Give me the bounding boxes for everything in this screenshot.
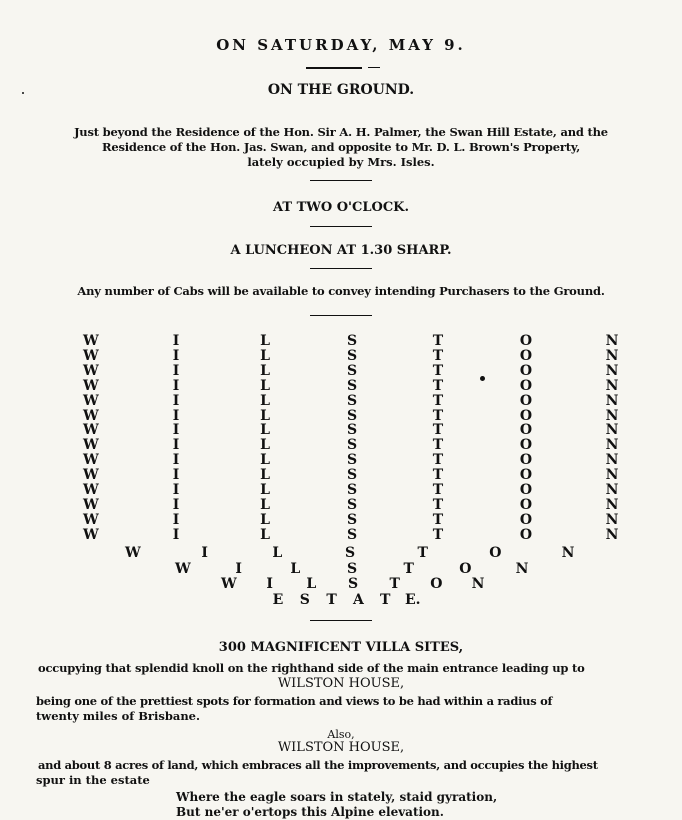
location-heading: ON THE GROUND. bbox=[267, 82, 415, 98]
arc-letter: L bbox=[272, 545, 283, 561]
column-letter: T bbox=[432, 377, 444, 394]
column-letter: S bbox=[346, 407, 358, 424]
estate-letter: T bbox=[326, 592, 337, 608]
house-name: WILSTON HOUSE, bbox=[277, 676, 405, 691]
column-letter: N bbox=[605, 467, 619, 484]
column-letter: O bbox=[519, 452, 533, 469]
column-letter: S bbox=[346, 467, 358, 484]
column-letter: N bbox=[605, 333, 619, 349]
arc-letter: N bbox=[471, 576, 485, 592]
column-letter: S bbox=[346, 347, 358, 364]
column-letter: I bbox=[172, 347, 180, 364]
arc-letter: I bbox=[201, 545, 208, 561]
estate-letter: S bbox=[299, 592, 310, 608]
house-name-2: WILSTON HOUSE, bbox=[277, 740, 405, 755]
column-letter: N bbox=[605, 452, 619, 469]
column-letter: T bbox=[432, 467, 444, 484]
arc-letter: N bbox=[561, 545, 575, 561]
column-letter: W bbox=[83, 407, 99, 424]
column-letter: N bbox=[605, 526, 619, 543]
desc-line-2: being one of the prettiest spots for formation and views to be had within a radius of bbox=[36, 694, 553, 708]
column-letter: W bbox=[83, 526, 99, 543]
column-letter: T bbox=[432, 347, 444, 364]
location-line-1: Just beyond the Residence of the Hon. Sir A. H. Palmer, the Swan Hill Estate, and the bbox=[74, 125, 608, 139]
column-letter: O bbox=[519, 362, 533, 379]
arc-letter: T bbox=[389, 576, 400, 592]
column-letter: T bbox=[432, 437, 444, 454]
column-letter: S bbox=[346, 511, 358, 528]
column-letter: I bbox=[172, 511, 180, 528]
column-letter: O bbox=[519, 377, 533, 394]
column-letter: S bbox=[346, 362, 358, 379]
column-letter: L bbox=[260, 482, 270, 498]
arc-letter: W bbox=[125, 545, 141, 561]
arc-letter: I bbox=[235, 561, 242, 577]
column-letter: O bbox=[519, 333, 533, 349]
column-letter: I bbox=[172, 422, 180, 439]
column-letter: T bbox=[432, 407, 444, 424]
column-letter: N bbox=[605, 437, 619, 454]
column-letter: O bbox=[519, 482, 533, 498]
column-letter: L bbox=[260, 377, 270, 394]
column-letter: W bbox=[83, 467, 99, 484]
column-letter: S bbox=[346, 392, 358, 409]
arc-letter: W bbox=[221, 576, 237, 592]
column-letter: I bbox=[172, 377, 180, 394]
column-letter: I bbox=[172, 482, 180, 498]
divider bbox=[310, 620, 372, 621]
column-letter: O bbox=[519, 407, 533, 424]
column-letter: L bbox=[260, 511, 270, 528]
arc-letter: S bbox=[347, 576, 359, 592]
column-letter: I bbox=[172, 333, 180, 349]
column-letter: L bbox=[260, 333, 270, 349]
column-letter: W bbox=[83, 437, 99, 454]
time-line: AT TWO O'CLOCK. bbox=[273, 200, 409, 215]
desc-line-5: spur in the estate bbox=[36, 773, 150, 787]
column-letter: L bbox=[260, 467, 270, 484]
column-letter: S bbox=[346, 377, 358, 394]
estate-letter: E. bbox=[405, 592, 421, 608]
arc-letter: N bbox=[515, 561, 529, 577]
column-letter: T bbox=[432, 422, 444, 439]
column-letter: T bbox=[432, 496, 444, 513]
cabs-line: Any number of Cabs will be available to convey intending Purchasers to the Ground. bbox=[77, 284, 605, 298]
column-letter: O bbox=[519, 437, 533, 454]
column-letter: W bbox=[83, 333, 99, 349]
arc-letter: S bbox=[346, 561, 358, 577]
desc-line-1: occupying that splendid knoll on the righthand side of the main entrance leading up to bbox=[38, 661, 585, 675]
column-letter: T bbox=[432, 526, 444, 543]
column-letter: I bbox=[172, 437, 180, 454]
arc-letter: T bbox=[403, 561, 414, 577]
column-letter: I bbox=[172, 407, 180, 424]
column-letter: N bbox=[605, 496, 619, 513]
arc-letter: L bbox=[290, 561, 301, 577]
column-letter: I bbox=[172, 392, 180, 409]
column-letter: W bbox=[83, 511, 99, 528]
column-letter: W bbox=[83, 452, 99, 469]
column-letter: S bbox=[346, 437, 358, 454]
arc-letter: T bbox=[417, 545, 428, 561]
column-letter: N bbox=[605, 482, 619, 498]
estate-letter: A bbox=[352, 592, 364, 608]
estate-letter: E bbox=[272, 592, 284, 608]
luncheon-line: A LUNCHEON AT 1.30 SHARP. bbox=[230, 243, 452, 258]
column-letter: O bbox=[519, 467, 533, 484]
column-letter: T bbox=[432, 511, 444, 528]
column-letter: W bbox=[83, 362, 99, 379]
column-letter: W bbox=[83, 496, 99, 513]
arc-letter: S bbox=[344, 545, 356, 561]
column-letter: S bbox=[346, 526, 358, 543]
ink-speck bbox=[480, 376, 485, 381]
column-letter: N bbox=[605, 392, 619, 409]
column-letter: L bbox=[260, 437, 270, 454]
column-letter: S bbox=[346, 482, 358, 498]
column-letter: I bbox=[172, 467, 180, 484]
also-label: Also, bbox=[327, 728, 355, 741]
verse-line-1: Where the eagle soars in stately, staid gyration, bbox=[176, 790, 498, 804]
column-letter: T bbox=[432, 482, 444, 498]
column-letter: O bbox=[519, 496, 533, 513]
column-letter: N bbox=[605, 347, 619, 364]
column-letter: I bbox=[172, 362, 180, 379]
column-letter: N bbox=[605, 377, 619, 394]
column-letter: T bbox=[432, 452, 444, 469]
column-letter: L bbox=[260, 407, 270, 424]
column-letter: O bbox=[519, 392, 533, 409]
arc-letter: O bbox=[459, 561, 472, 577]
column-letter: W bbox=[83, 377, 99, 394]
column-letter: S bbox=[346, 333, 358, 349]
column-letter: N bbox=[605, 422, 619, 439]
column-letter: L bbox=[260, 496, 270, 513]
column-letter: L bbox=[260, 347, 270, 364]
column-letter: S bbox=[346, 422, 358, 439]
location-line-3: lately occupied by Mrs. Isles. bbox=[247, 155, 435, 169]
column-letter: I bbox=[172, 452, 180, 469]
column-letter: N bbox=[605, 407, 619, 424]
column-letter: N bbox=[605, 362, 619, 379]
villa-sites-headline: 300 MAGNIFICENT VILLA SITES, bbox=[218, 640, 464, 655]
column-letter: S bbox=[346, 452, 358, 469]
column-letter: T bbox=[432, 392, 444, 409]
verse-line-2: But ne'er o'ertops this Alpine elevation. bbox=[176, 805, 444, 819]
sale-date: ON SATURDAY, MAY 9. bbox=[216, 36, 466, 54]
arc-letter: I bbox=[266, 576, 273, 592]
arc-letter: L bbox=[306, 576, 317, 592]
column-letter: W bbox=[83, 347, 99, 364]
column-letter: L bbox=[260, 452, 270, 469]
ink-speck bbox=[22, 92, 24, 94]
column-letter: W bbox=[83, 482, 99, 498]
column-letter: S bbox=[346, 496, 358, 513]
column-letter: L bbox=[260, 422, 270, 439]
column-letter: I bbox=[172, 496, 180, 513]
location-line-2: Residence of the Hon. Jas. Swan, and opposite to Mr. D. L. Brown's Property, bbox=[101, 140, 581, 154]
column-letter: N bbox=[605, 511, 619, 528]
arc-letter: W bbox=[175, 561, 191, 577]
column-letter: O bbox=[519, 347, 533, 364]
column-letter: O bbox=[519, 422, 533, 439]
column-letter: O bbox=[519, 511, 533, 528]
column-letter: L bbox=[260, 392, 270, 409]
column-letter: I bbox=[172, 526, 180, 543]
column-letter: T bbox=[432, 333, 444, 349]
column-letter: T bbox=[432, 362, 444, 379]
desc-line-3: twenty miles of Brisbane. bbox=[36, 709, 201, 723]
column-letter: O bbox=[519, 526, 533, 543]
arc-letter: O bbox=[430, 576, 443, 592]
column-letter: L bbox=[260, 362, 270, 379]
column-letter: L bbox=[260, 526, 270, 543]
desc-line-4: and about 8 acres of land, which embraces all the improvements, and occupies the highest bbox=[38, 758, 598, 772]
column-letter: W bbox=[83, 422, 99, 439]
estate-letter: T bbox=[379, 592, 391, 608]
column-letter: W bbox=[83, 392, 99, 409]
arc-letter: O bbox=[489, 545, 502, 561]
